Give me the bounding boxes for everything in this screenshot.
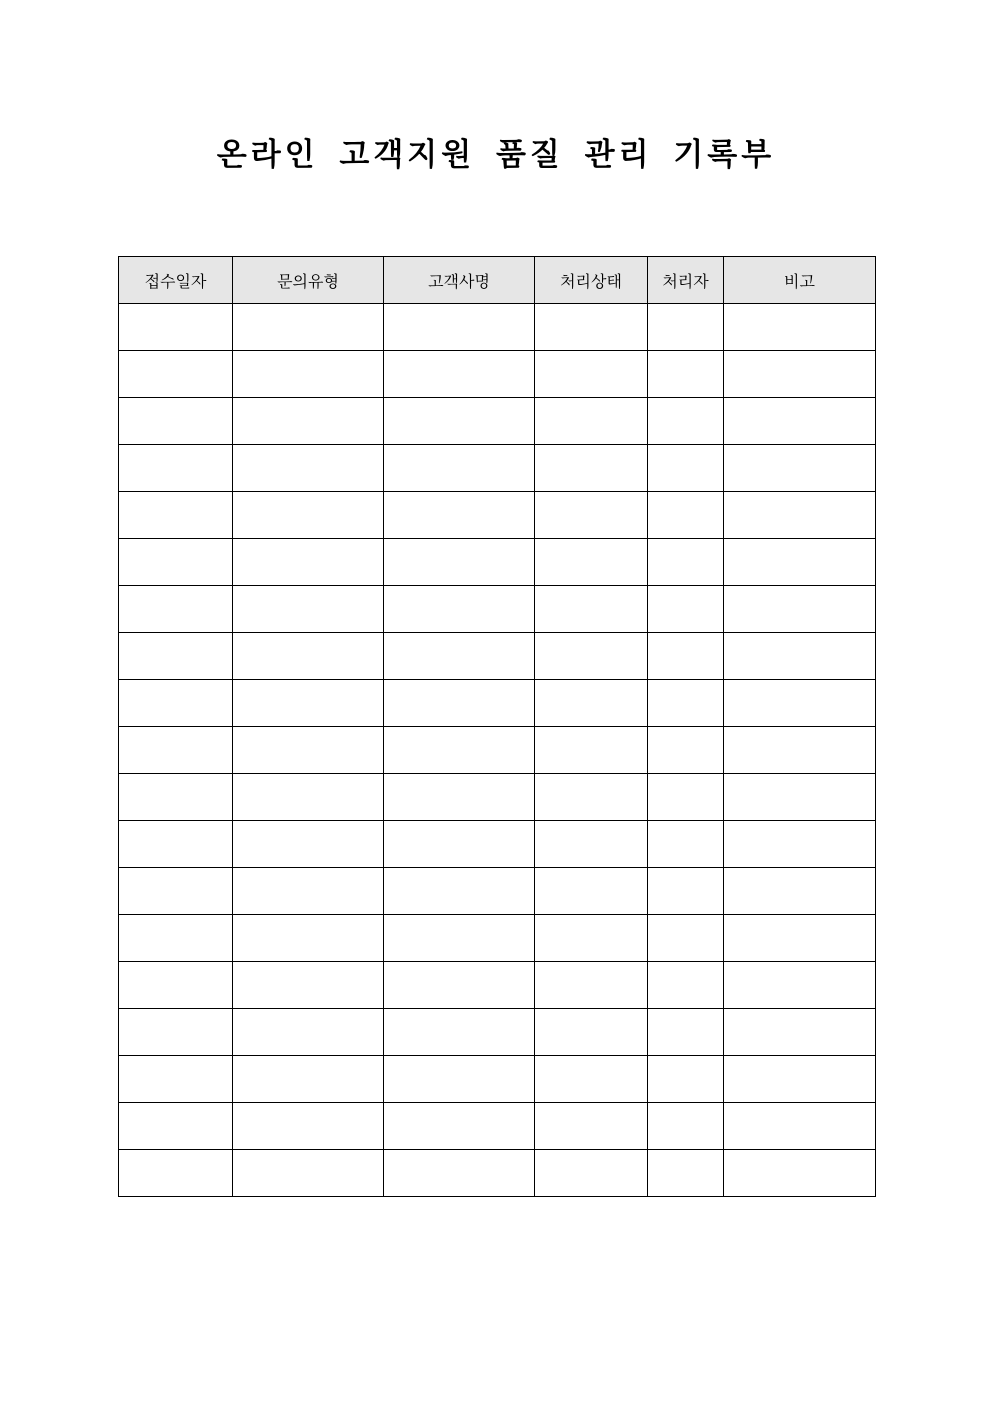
table-row <box>119 915 876 962</box>
cell-inquiry-type[interactable] <box>233 962 384 1009</box>
cell-remarks[interactable] <box>724 727 876 774</box>
cell-processing-status[interactable] <box>535 821 648 868</box>
cell-remarks[interactable] <box>724 539 876 586</box>
cell-inquiry-type[interactable] <box>233 492 384 539</box>
cell-customer-company[interactable] <box>384 492 535 539</box>
cell-customer-company[interactable] <box>384 962 535 1009</box>
cell-received-date[interactable] <box>119 915 233 962</box>
cell-inquiry-type[interactable] <box>233 586 384 633</box>
table-row <box>119 680 876 727</box>
cell-received-date[interactable] <box>119 868 233 915</box>
cell-customer-company[interactable] <box>384 398 535 445</box>
cell-remarks[interactable] <box>724 633 876 680</box>
cell-remarks[interactable] <box>724 868 876 915</box>
cell-received-date[interactable] <box>119 774 233 821</box>
cell-handler[interactable] <box>648 1056 724 1103</box>
table-row <box>119 1009 876 1056</box>
cell-processing-status[interactable] <box>535 1056 648 1103</box>
cell-inquiry-type[interactable] <box>233 727 384 774</box>
cell-received-date[interactable] <box>119 304 233 351</box>
cell-received-date[interactable] <box>119 1056 233 1103</box>
cell-remarks[interactable] <box>724 680 876 727</box>
cell-received-date[interactable] <box>119 539 233 586</box>
cell-customer-company[interactable] <box>384 868 535 915</box>
cell-handler[interactable] <box>648 633 724 680</box>
cell-inquiry-type[interactable] <box>233 774 384 821</box>
cell-customer-company[interactable] <box>384 915 535 962</box>
cell-handler[interactable] <box>648 774 724 821</box>
cell-handler[interactable] <box>648 727 724 774</box>
cell-remarks[interactable] <box>724 1009 876 1056</box>
cell-inquiry-type[interactable] <box>233 868 384 915</box>
cell-customer-company[interactable] <box>384 633 535 680</box>
header-remarks: 비고 <box>724 257 876 304</box>
cell-remarks[interactable] <box>724 1103 876 1150</box>
cell-inquiry-type[interactable] <box>233 445 384 492</box>
cell-processing-status[interactable] <box>535 1150 648 1197</box>
header-handler: 처리자 <box>648 257 724 304</box>
cell-handler[interactable] <box>648 539 724 586</box>
cell-inquiry-type[interactable] <box>233 633 384 680</box>
cell-handler[interactable] <box>648 868 724 915</box>
table-row <box>119 351 876 398</box>
cell-inquiry-type[interactable] <box>233 351 384 398</box>
cell-processing-status[interactable] <box>535 1009 648 1056</box>
cell-processing-status[interactable] <box>535 774 648 821</box>
header-inquiry-type: 문의유형 <box>233 257 384 304</box>
cell-received-date[interactable] <box>119 445 233 492</box>
cell-remarks[interactable] <box>724 1150 876 1197</box>
table-row <box>119 962 876 1009</box>
cell-inquiry-type[interactable] <box>233 1103 384 1150</box>
table-row <box>119 821 876 868</box>
cell-inquiry-type[interactable] <box>233 539 384 586</box>
cell-received-date[interactable] <box>119 351 233 398</box>
header-received-date: 접수일자 <box>119 257 233 304</box>
cell-processing-status[interactable] <box>535 1103 648 1150</box>
cell-remarks[interactable] <box>724 1056 876 1103</box>
cell-inquiry-type[interactable] <box>233 398 384 445</box>
cell-processing-status[interactable] <box>535 586 648 633</box>
record-table <box>118 256 876 1197</box>
table-row <box>119 1056 876 1103</box>
cell-processing-status[interactable] <box>535 492 648 539</box>
cell-customer-company[interactable] <box>384 680 535 727</box>
table-row <box>119 492 876 539</box>
cell-processing-status[interactable] <box>535 962 648 1009</box>
cell-processing-status[interactable] <box>535 445 648 492</box>
table-row <box>119 774 876 821</box>
cell-customer-company[interactable] <box>384 774 535 821</box>
cell-handler[interactable] <box>648 1150 724 1197</box>
table-header-row <box>119 257 876 304</box>
table-row <box>119 633 876 680</box>
cell-inquiry-type[interactable] <box>233 680 384 727</box>
cell-inquiry-type[interactable] <box>233 915 384 962</box>
cell-handler[interactable] <box>648 962 724 1009</box>
table-body <box>119 304 876 1197</box>
cell-inquiry-type[interactable] <box>233 1056 384 1103</box>
cell-handler[interactable] <box>648 304 724 351</box>
cell-processing-status[interactable] <box>535 680 648 727</box>
cell-received-date[interactable] <box>119 1150 233 1197</box>
table-row <box>119 398 876 445</box>
cell-received-date[interactable] <box>119 586 233 633</box>
page-title: 온라인 고객지원 품질 관리 기록부 <box>216 137 776 173</box>
cell-inquiry-type[interactable] <box>233 304 384 351</box>
table-row <box>119 727 876 774</box>
cell-customer-company[interactable] <box>384 821 535 868</box>
cell-processing-status[interactable] <box>535 304 648 351</box>
cell-handler[interactable] <box>648 1009 724 1056</box>
cell-remarks[interactable] <box>724 915 876 962</box>
cell-customer-company[interactable] <box>384 1103 535 1150</box>
cell-remarks[interactable] <box>724 304 876 351</box>
cell-remarks[interactable] <box>724 398 876 445</box>
cell-processing-status[interactable] <box>535 398 648 445</box>
header-processing-status: 처리상태 <box>535 257 648 304</box>
cell-handler[interactable] <box>648 821 724 868</box>
cell-remarks[interactable] <box>724 962 876 1009</box>
cell-remarks[interactable] <box>724 774 876 821</box>
table-row <box>119 868 876 915</box>
cell-received-date[interactable] <box>119 727 233 774</box>
cell-inquiry-type[interactable] <box>233 821 384 868</box>
cell-customer-company[interactable] <box>384 539 535 586</box>
table-row <box>119 445 876 492</box>
cell-processing-status[interactable] <box>535 351 648 398</box>
cell-processing-status[interactable] <box>535 915 648 962</box>
cell-processing-status[interactable] <box>535 539 648 586</box>
table-row <box>119 539 876 586</box>
table-row <box>119 304 876 351</box>
header-customer-company: 고객사명 <box>384 257 535 304</box>
cell-handler[interactable] <box>648 586 724 633</box>
cell-handler[interactable] <box>648 1103 724 1150</box>
cell-handler[interactable] <box>648 915 724 962</box>
cell-customer-company[interactable] <box>384 1150 535 1197</box>
table-row <box>119 586 876 633</box>
table-row <box>119 1103 876 1150</box>
cell-remarks[interactable] <box>724 351 876 398</box>
cell-received-date[interactable] <box>119 1009 233 1056</box>
cell-handler[interactable] <box>648 680 724 727</box>
cell-received-date[interactable] <box>119 680 233 727</box>
cell-handler[interactable] <box>648 492 724 539</box>
table-row <box>119 1150 876 1197</box>
cell-customer-company[interactable] <box>384 445 535 492</box>
cell-processing-status[interactable] <box>535 633 648 680</box>
cell-customer-company[interactable] <box>384 1056 535 1103</box>
cell-remarks[interactable] <box>724 821 876 868</box>
cell-handler[interactable] <box>648 398 724 445</box>
cell-processing-status[interactable] <box>535 868 648 915</box>
cell-customer-company[interactable] <box>384 1009 535 1056</box>
cell-handler[interactable] <box>648 445 724 492</box>
cell-received-date[interactable] <box>119 492 233 539</box>
cell-remarks[interactable] <box>724 492 876 539</box>
cell-received-date[interactable] <box>119 1103 233 1150</box>
cell-inquiry-type[interactable] <box>233 1150 384 1197</box>
cell-inquiry-type[interactable] <box>233 1009 384 1056</box>
cell-customer-company[interactable] <box>384 727 535 774</box>
cell-received-date[interactable] <box>119 962 233 1009</box>
cell-handler[interactable] <box>648 351 724 398</box>
cell-customer-company[interactable] <box>384 586 535 633</box>
cell-customer-company[interactable] <box>384 351 535 398</box>
cell-remarks[interactable] <box>724 445 876 492</box>
cell-remarks[interactable] <box>724 586 876 633</box>
cell-received-date[interactable] <box>119 398 233 445</box>
cell-customer-company[interactable] <box>384 304 535 351</box>
cell-received-date[interactable] <box>119 633 233 680</box>
cell-received-date[interactable] <box>119 821 233 868</box>
cell-processing-status[interactable] <box>535 727 648 774</box>
